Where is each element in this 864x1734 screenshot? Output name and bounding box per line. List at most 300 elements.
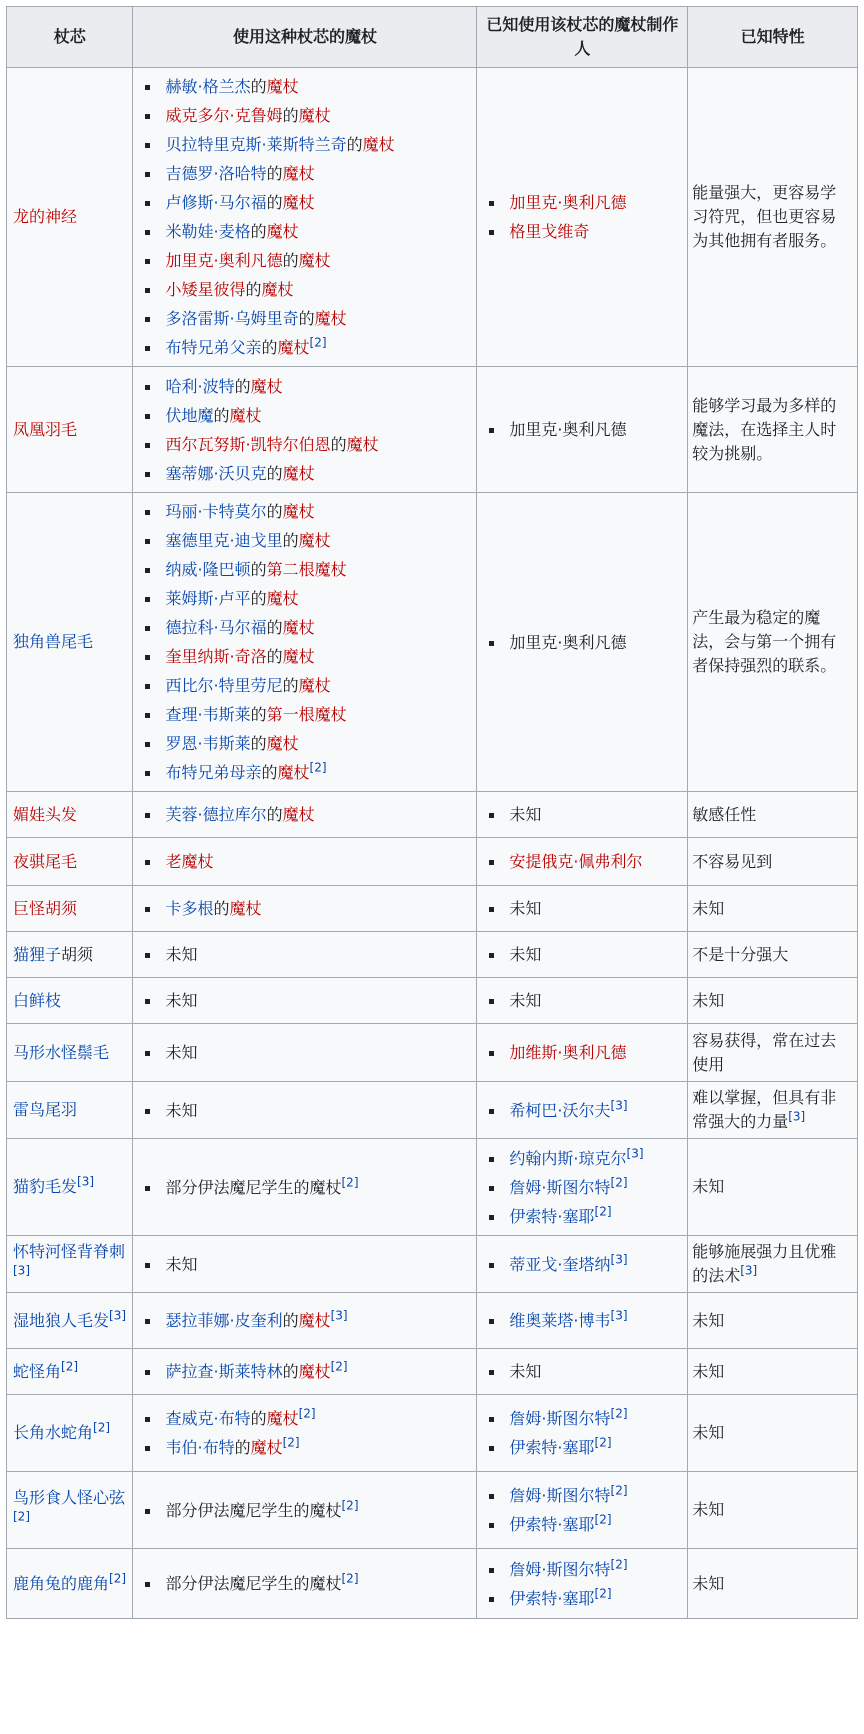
wand-text: 的 <box>250 589 267 608</box>
maker-list <box>483 1357 681 1386</box>
table-row <box>7 1024 858 1082</box>
wand-link[interactable]: 纳威·隆巴顿 <box>165 560 251 579</box>
reference-link[interactable]: [2] <box>594 1435 612 1450</box>
wand-text: 的 <box>282 1362 299 1381</box>
cell-wands <box>133 932 477 978</box>
wand-link[interactable]: 伏地魔 <box>165 405 214 425</box>
wand-list <box>139 1306 470 1335</box>
list-item <box>165 1173 470 1202</box>
list-item <box>509 1555 681 1584</box>
reference-link[interactable]: [2] <box>594 1512 612 1527</box>
list-item <box>165 304 470 333</box>
wand-link[interactable]: 吉德罗·洛哈特 <box>165 164 267 183</box>
cell-wands <box>133 1082 477 1139</box>
core-name-link[interactable]: 夜骐尾毛 <box>13 851 78 871</box>
wand-core-table-container <box>6 6 858 1619</box>
trait-text: 未知 <box>692 898 725 918</box>
wand-list <box>139 372 470 488</box>
wand-link[interactable]: 塞德里克·迪戈里 <box>165 531 283 550</box>
list-item <box>509 1173 681 1202</box>
wand-link[interactable]: 塞蒂娜·沃贝克 <box>165 463 267 483</box>
reference-link[interactable]: [2] <box>61 1359 79 1374</box>
maker-list <box>483 415 681 444</box>
cell-core <box>7 1139 133 1236</box>
wand-link[interactable]: 赫敏·格兰杰 <box>165 77 251 96</box>
wand-link[interactable]: 小矮星彼得 <box>165 280 246 299</box>
maker-link[interactable]: 詹姆·斯图尔特 <box>509 1559 611 1579</box>
maker-list <box>483 628 681 657</box>
wand-link[interactable]: 魔杖 <box>282 164 315 183</box>
cell-traits <box>688 838 858 886</box>
wand-link[interactable]: 哈利·波特 <box>165 376 235 396</box>
reference-link[interactable]: [2] <box>341 1498 359 1513</box>
reference-link[interactable]: [3] <box>610 1252 628 1267</box>
maker-text: 加里克·奥利凡德 <box>509 420 627 439</box>
wand-link[interactable]: 魔杖 <box>298 106 331 125</box>
cell-traits <box>688 932 858 978</box>
cell-core <box>7 1236 133 1293</box>
wand-link[interactable]: 芙蓉·德拉库尔 <box>165 805 267 824</box>
maker-link[interactable]: 詹姆·斯图尔特 <box>509 1409 611 1428</box>
wand-link[interactable]: 德拉科·马尔福 <box>165 618 267 637</box>
core-name-link[interactable]: 白鲜枝 <box>13 990 62 1010</box>
wand-link[interactable]: 西尔瓦努斯·凯特尔伯恩 <box>165 434 331 454</box>
maker-link[interactable]: 蒂亚戈·奎塔纳 <box>509 1254 611 1274</box>
cell-core <box>7 493 133 792</box>
maker-link[interactable]: 伊索特·塞耶 <box>509 1588 595 1608</box>
wand-link[interactable]: 魔杖 <box>298 676 331 695</box>
wand-text: 的 <box>234 376 251 396</box>
core-name-link[interactable]: 凤凰羽毛 <box>13 419 78 439</box>
core-name-link[interactable]: 龙的神经 <box>13 207 78 226</box>
list-item <box>509 1433 681 1462</box>
wand-link[interactable]: 萨拉查·斯莱特林 <box>165 1362 283 1381</box>
cell-wands <box>133 1349 477 1395</box>
maker-list <box>483 1250 681 1279</box>
wand-link[interactable]: 第二根魔杖 <box>266 560 347 579</box>
wand-link[interactable]: 魔杖 <box>282 805 315 824</box>
list-item <box>509 1510 681 1539</box>
maker-link[interactable]: 希柯巴·沃尔夫 <box>509 1100 611 1120</box>
maker-text: 未知 <box>509 899 542 918</box>
wand-link[interactable]: 魔杖 <box>282 618 315 637</box>
wand-list <box>139 1038 470 1067</box>
maker-link[interactable]: 维奥莱塔·博韦 <box>509 1311 611 1330</box>
list-item <box>509 1096 681 1125</box>
cell-core <box>7 978 133 1024</box>
wand-link[interactable]: 魔杖 <box>298 1311 331 1330</box>
core-name-link[interactable]: 巨怪胡须 <box>13 898 78 918</box>
maker-link[interactable]: 伊索特·塞耶 <box>509 1515 595 1534</box>
cell-traits <box>688 978 858 1024</box>
wand-link[interactable]: 魔杖 <box>282 463 315 483</box>
wand-list <box>139 847 470 876</box>
wand-link[interactable]: 西比尔·特里劳尼 <box>165 676 283 695</box>
wand-list <box>139 1404 470 1462</box>
cell-makers <box>477 1236 688 1293</box>
cell-core <box>7 1293 133 1349</box>
wand-link[interactable]: 魔杖 <box>314 309 347 328</box>
wand-link[interactable]: 魔杖 <box>282 193 315 212</box>
list-item <box>165 459 470 488</box>
wand-link[interactable]: 查理·韦斯莱 <box>165 705 251 724</box>
wand-text: 的 <box>282 676 299 695</box>
trait-text: 敏感任性 <box>692 804 757 824</box>
list-item <box>165 333 470 362</box>
reference-link[interactable]: [3] <box>626 1146 644 1161</box>
list-item <box>165 555 470 584</box>
reference-link[interactable]: [2] <box>610 1557 628 1572</box>
wand-link[interactable]: 莱姆斯·卢平 <box>165 589 251 608</box>
cell-core <box>7 1024 133 1082</box>
maker-list <box>483 894 681 923</box>
trait-text: 不容易见到 <box>692 851 773 871</box>
reference-link[interactable]: [2] <box>341 1175 359 1190</box>
core-name-link[interactable]: 长角水蛇角 <box>13 1423 94 1442</box>
list-item <box>165 1250 470 1279</box>
wand-text: 的 <box>250 705 267 724</box>
core-name-link[interactable]: 蛇怪角 <box>13 1361 62 1381</box>
wand-link[interactable]: 米勒娃·麦格 <box>165 222 251 241</box>
wand-link[interactable]: 魔杖 <box>266 222 299 241</box>
maker-link[interactable]: 格里戈维奇 <box>509 222 590 241</box>
maker-text: 未知 <box>509 945 542 964</box>
reference-link[interactable]: [2] <box>282 1435 300 1450</box>
cell-core <box>7 838 133 886</box>
list-item <box>509 1357 681 1386</box>
trait-text: 未知 <box>692 1573 725 1593</box>
wand-list <box>139 800 470 829</box>
wand-link[interactable]: 魔杖 <box>250 376 283 396</box>
reference-link[interactable]: [2] <box>594 1204 612 1219</box>
maker-link[interactable]: 加维斯·奥利凡德 <box>509 1043 627 1062</box>
reference-link[interactable]: [3] <box>610 1098 628 1113</box>
list-item <box>165 101 470 130</box>
maker-text: 未知 <box>509 805 542 824</box>
wand-list <box>139 497 470 787</box>
table-row <box>7 1236 858 1293</box>
core-name-link[interactable]: 怀特河怪背脊刺 <box>13 1242 126 1261</box>
wand-link[interactable]: 老魔杖 <box>165 852 214 871</box>
reference-link[interactable]: [2] <box>13 1509 30 1524</box>
list-item <box>165 1569 470 1598</box>
reference-link[interactable]: [2] <box>610 1175 628 1190</box>
core-name-link[interactable]: 鸟形食人怪心弦 <box>13 1488 126 1507</box>
trait-text: 能够学习最为多样的魔法，在选择主人时较为挑剔。 <box>692 395 837 463</box>
maker-link[interactable]: 伊索特·塞耶 <box>509 1206 595 1226</box>
cell-makers <box>477 68 688 367</box>
wand-link[interactable]: 多洛雷斯·乌姆里奇 <box>165 309 299 328</box>
reference-link[interactable]: [2] <box>610 1483 628 1498</box>
list-item <box>509 1250 681 1279</box>
trait-text: 能量强大，更容易学习符咒，但也更容易为其他拥有者服务。 <box>692 183 837 250</box>
core-name-link[interactable]: 马形水怪鬃毛 <box>13 1042 110 1062</box>
cell-traits <box>688 493 858 792</box>
wand-link[interactable]: 瑟拉菲娜·皮奎利 <box>165 1311 283 1330</box>
list-item <box>165 72 470 101</box>
trait-text: 未知 <box>692 1423 725 1442</box>
wand-link[interactable]: 卡多根 <box>165 899 214 918</box>
table-row <box>7 932 858 978</box>
table-row <box>7 978 858 1024</box>
wand-text: 未知 <box>165 991 198 1010</box>
cell-makers <box>477 932 688 978</box>
wand-text: 的 <box>266 463 283 483</box>
list-item <box>165 940 470 969</box>
wand-link[interactable]: 魔杖 <box>266 589 299 608</box>
cell-traits <box>688 1293 858 1349</box>
wand-link[interactable]: 第一根魔杖 <box>266 705 347 724</box>
list-item <box>509 1584 681 1613</box>
wand-list <box>139 1357 470 1386</box>
cell-wands <box>133 1139 477 1236</box>
wand-list <box>139 1096 470 1125</box>
list-item <box>165 1433 470 1462</box>
reference-link[interactable]: [3] <box>13 1263 30 1278</box>
cell-makers <box>477 792 688 838</box>
cell-core <box>7 68 133 367</box>
wand-link[interactable]: 魔杖 <box>229 405 262 425</box>
core-name-link[interactable]: 猫狸子 <box>13 944 62 964</box>
list-item <box>509 1038 681 1067</box>
cell-wands <box>133 1472 477 1549</box>
core-name-link[interactable]: 独角兽尾毛 <box>13 632 94 651</box>
core-name-link[interactable]: 雷鸟尾羽 <box>13 1100 78 1119</box>
reference-link[interactable]: [2] <box>309 760 327 775</box>
cell-makers <box>477 493 688 792</box>
trait-text: 难以掌握，但具有非常强大的力量 <box>692 1088 837 1131</box>
wand-link[interactable]: 布特兄弟父亲 <box>165 338 262 357</box>
header-core: 杖芯 <box>7 7 133 68</box>
reference-link[interactable]: [3] <box>788 1109 806 1124</box>
wand-text: 的 <box>266 193 283 212</box>
cell-wands <box>133 367 477 493</box>
trait-text: 未知 <box>692 1177 725 1196</box>
table-row <box>7 792 858 838</box>
wand-link[interactable]: 卢修斯·马尔福 <box>165 193 267 212</box>
reference-link[interactable]: [2] <box>93 1420 111 1435</box>
maker-list <box>483 1404 681 1462</box>
reference-link[interactable]: [2] <box>298 1406 316 1421</box>
cell-makers <box>477 1082 688 1139</box>
list-item <box>165 246 470 275</box>
core-name-text: 胡须 <box>61 944 94 964</box>
wand-text: 的 <box>282 251 299 270</box>
list-item <box>509 188 681 217</box>
cell-traits <box>688 1549 858 1619</box>
reference-link[interactable]: [3] <box>330 1308 348 1323</box>
list-item <box>509 1481 681 1510</box>
reference-link[interactable]: [3] <box>77 1174 95 1189</box>
table-row <box>7 886 858 932</box>
reference-link[interactable]: [2] <box>109 1571 127 1586</box>
list-item <box>509 986 681 1015</box>
list-item <box>509 415 681 444</box>
wand-text: 的 <box>234 1438 251 1457</box>
cell-traits <box>688 1139 858 1236</box>
cell-traits <box>688 68 858 367</box>
list-item <box>509 800 681 829</box>
table-row <box>7 367 858 493</box>
wand-list <box>139 1173 470 1202</box>
cell-core <box>7 792 133 838</box>
cell-makers <box>477 838 688 886</box>
reference-link[interactable]: [2] <box>330 1359 348 1374</box>
list-item <box>509 940 681 969</box>
trait-text: 未知 <box>692 990 725 1010</box>
table-row <box>7 68 858 367</box>
cell-wands <box>133 1395 477 1472</box>
table-header-row <box>7 7 858 68</box>
maker-text: 未知 <box>509 1362 542 1381</box>
list-item <box>165 497 470 526</box>
wand-text: 的 <box>250 1409 267 1428</box>
wand-link[interactable]: 贝拉特里克斯·莱斯特兰奇 <box>165 135 347 154</box>
list-item <box>165 847 470 876</box>
cell-core <box>7 1395 133 1472</box>
cell-makers <box>477 1024 688 1082</box>
trait-text: 未知 <box>692 1361 725 1381</box>
maker-text: 未知 <box>509 991 542 1010</box>
reference-link[interactable]: [2] <box>594 1586 612 1601</box>
maker-link[interactable]: 伊索特·塞耶 <box>509 1438 595 1457</box>
cell-traits <box>688 1395 858 1472</box>
wand-link[interactable]: 加里克·奥利凡德 <box>165 251 283 270</box>
core-name-link[interactable]: 湿地狼人毛发 <box>13 1310 110 1330</box>
wand-list <box>139 940 470 969</box>
wand-list <box>139 1496 470 1525</box>
wand-link[interactable]: 魔杖 <box>266 77 299 96</box>
wand-text: 部分伊法魔尼学生的魔杖 <box>165 1574 342 1593</box>
list-item <box>165 1096 470 1125</box>
reference-link[interactable]: [2] <box>341 1571 359 1586</box>
list-item <box>165 729 470 758</box>
wand-link[interactable]: 玛丽·卡特莫尔 <box>165 502 267 521</box>
wand-link[interactable]: 魔杖 <box>362 135 395 154</box>
list-item <box>165 1038 470 1067</box>
maker-list <box>483 1555 681 1613</box>
maker-list <box>483 847 681 876</box>
wand-link[interactable]: 奎里纳斯·奇洛 <box>165 647 267 666</box>
wand-link[interactable]: 魔杖 <box>229 899 262 918</box>
wand-link[interactable]: 魔杖 <box>298 1362 331 1381</box>
cell-wands <box>133 978 477 1024</box>
wand-text: 的 <box>266 618 283 637</box>
wand-link[interactable]: 魔杖 <box>346 434 379 454</box>
maker-list <box>483 188 681 246</box>
list-item <box>165 894 470 923</box>
table-row <box>7 1293 858 1349</box>
list-item <box>509 1144 681 1173</box>
reference-link[interactable]: [2] <box>610 1406 628 1421</box>
list-item <box>165 275 470 304</box>
list-item <box>509 217 681 246</box>
wand-text: 的 <box>261 763 278 782</box>
cell-core <box>7 886 133 932</box>
reference-link[interactable]: [3] <box>610 1308 628 1323</box>
reference-link[interactable]: [3] <box>109 1308 127 1323</box>
core-name-link[interactable]: 媚娃头发 <box>13 804 78 824</box>
core-name-link[interactable]: 鹿角兔的鹿角 <box>13 1573 110 1593</box>
cell-traits <box>688 1082 858 1139</box>
wand-link[interactable]: 魔杖 <box>282 502 315 521</box>
list-item <box>165 217 470 246</box>
maker-link[interactable]: 詹姆·斯图尔特 <box>509 1486 611 1505</box>
wand-link[interactable]: 罗恩·韦斯莱 <box>165 734 251 753</box>
table-body <box>7 68 858 1619</box>
cell-traits <box>688 1236 858 1293</box>
maker-link[interactable]: 詹姆·斯图尔特 <box>509 1177 611 1197</box>
reference-link[interactable]: [3] <box>740 1263 758 1278</box>
wand-text: 的 <box>298 309 315 328</box>
wand-link[interactable]: 威克多尔·克鲁姆 <box>165 106 283 125</box>
cell-wands <box>133 886 477 932</box>
maker-list <box>483 1096 681 1125</box>
wand-text: 未知 <box>165 945 198 964</box>
cell-wands <box>133 792 477 838</box>
wand-link[interactable]: 魔杖 <box>277 338 310 357</box>
maker-list <box>483 1306 681 1335</box>
wand-link[interactable]: 魔杖 <box>266 734 299 753</box>
cell-core <box>7 367 133 493</box>
wand-link[interactable]: 魔杖 <box>266 1409 299 1428</box>
wand-text: 的 <box>282 1311 299 1330</box>
wand-list <box>139 1250 470 1279</box>
table-row <box>7 1472 858 1549</box>
wand-link[interactable]: 查威克·布特 <box>165 1409 251 1428</box>
wand-link[interactable]: 魔杖 <box>261 280 294 299</box>
cell-wands <box>133 493 477 792</box>
cell-makers <box>477 1472 688 1549</box>
cell-wands <box>133 1024 477 1082</box>
cell-makers <box>477 1395 688 1472</box>
wand-link[interactable]: 魔杖 <box>298 251 331 270</box>
cell-core <box>7 1549 133 1619</box>
maker-link[interactable]: 加里克·奥利凡德 <box>509 193 627 212</box>
table-row <box>7 1349 858 1395</box>
list-item <box>165 758 470 787</box>
cell-wands <box>133 1549 477 1619</box>
wand-link[interactable]: 魔杖 <box>282 647 315 666</box>
wand-text: 的 <box>250 734 267 753</box>
cell-makers <box>477 886 688 932</box>
wand-link[interactable]: 魔杖 <box>277 763 310 782</box>
list-item <box>165 613 470 642</box>
cell-traits <box>688 367 858 493</box>
maker-link[interactable]: 安提俄克·佩弗利尔 <box>509 852 643 871</box>
wand-link[interactable]: 魔杖 <box>298 531 331 550</box>
wand-list <box>139 1569 470 1598</box>
list-item <box>165 430 470 459</box>
maker-link[interactable]: 约翰内斯·琼克尔 <box>509 1148 627 1168</box>
wand-text: 的 <box>266 502 283 521</box>
wand-link[interactable]: 魔杖 <box>250 1438 283 1457</box>
cell-core <box>7 1082 133 1139</box>
cell-traits <box>688 1024 858 1082</box>
reference-link[interactable]: [2] <box>309 335 327 350</box>
trait-text: 未知 <box>692 1500 725 1519</box>
list-item <box>165 800 470 829</box>
wand-text: 的 <box>250 222 267 241</box>
core-name-link[interactable]: 猫豹毛发 <box>13 1177 78 1196</box>
wand-core-table <box>6 6 858 1619</box>
wand-link[interactable]: 布特兄弟母亲 <box>165 763 262 782</box>
cell-makers <box>477 978 688 1024</box>
wand-link[interactable]: 韦伯·布特 <box>165 1438 235 1457</box>
list-item <box>509 628 681 657</box>
wand-list <box>139 986 470 1015</box>
maker-list <box>483 986 681 1015</box>
